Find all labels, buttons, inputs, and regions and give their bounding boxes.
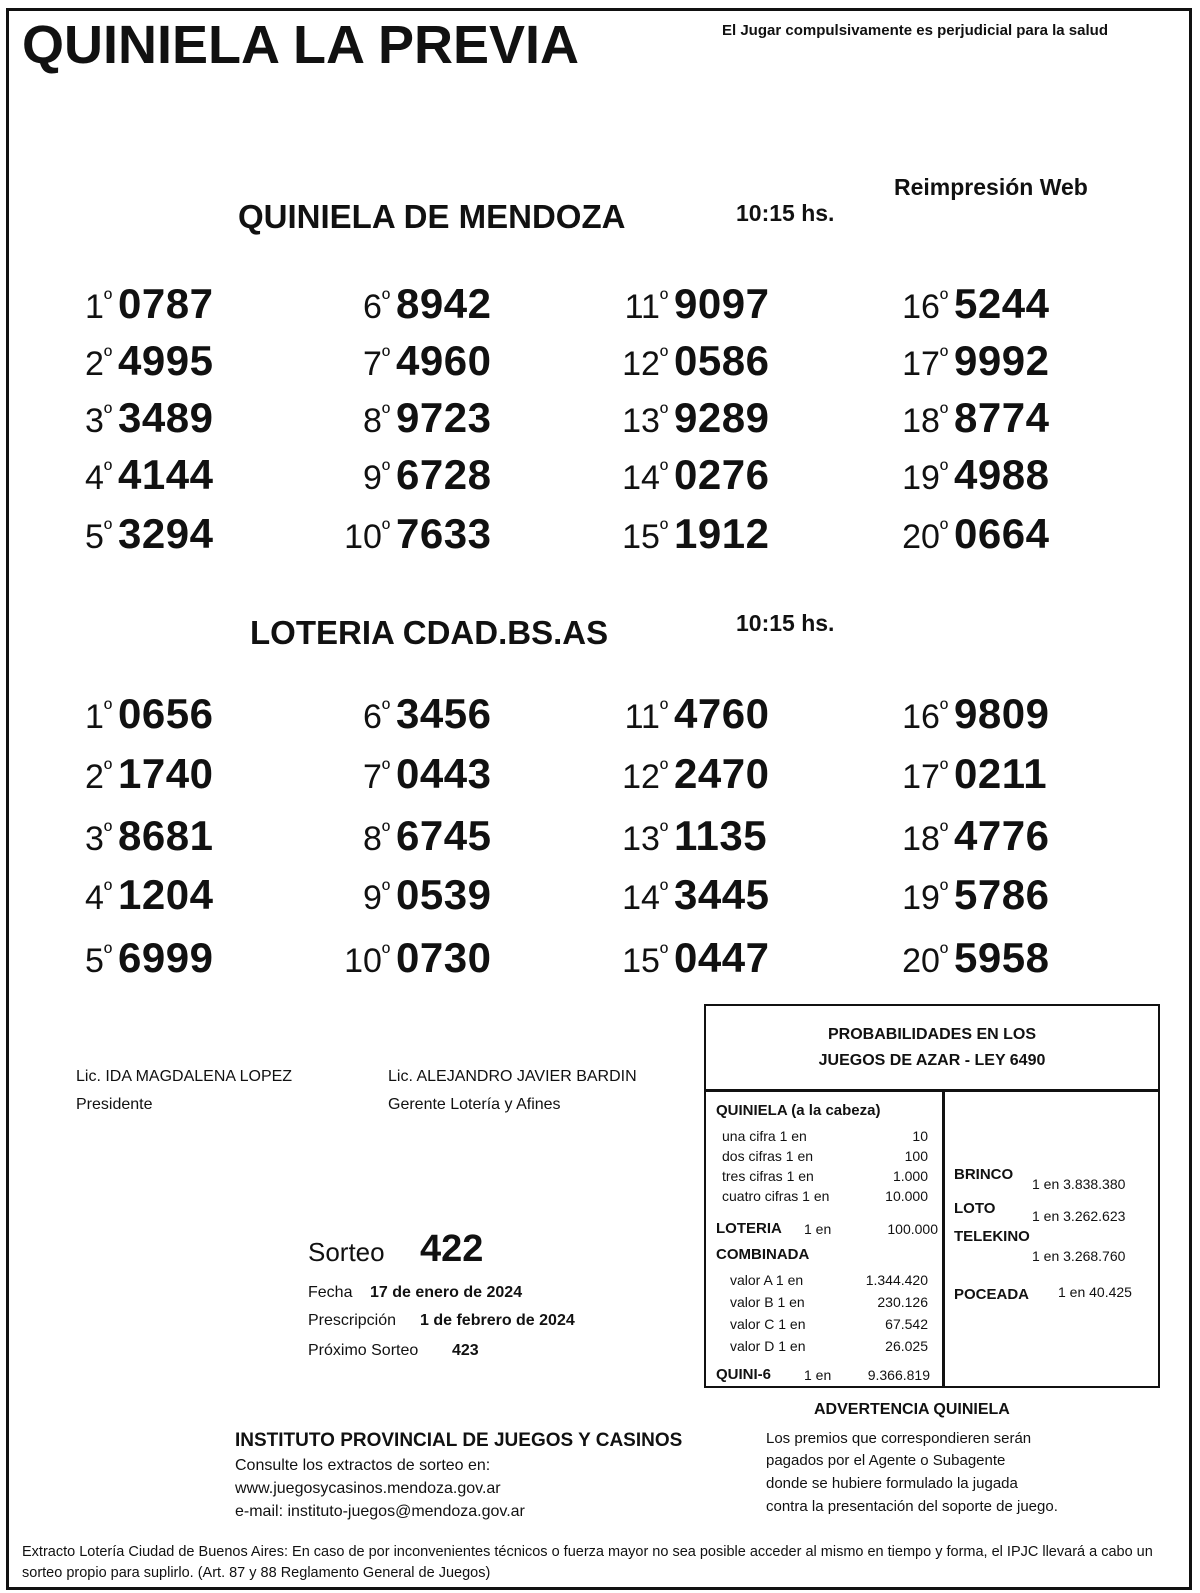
mendoza-result-1: [85, 280, 214, 330]
bsas-result-10: [344, 934, 492, 984]
bsas-result-2: [85, 750, 214, 800]
signature-president-name: Lic. IDA MAGDALENA LOPEZ: [76, 1068, 293, 1085]
probabilities-box: [704, 1004, 1160, 1388]
result-number: 0664: [954, 510, 1050, 557]
mendoza-result-20: [902, 510, 1050, 560]
result-position: $14^º$: [622, 877, 668, 917]
result-position: $11^º$: [624, 286, 668, 326]
result-position: $10^º$: [344, 940, 390, 980]
institute-email: e-mail: instituto-juegos@mendoza.gov.ar: [235, 1503, 525, 1520]
result-position: $6^º$: [363, 286, 390, 326]
loteria-prob-en: 1 en: [804, 1221, 832, 1237]
probabilities-title-line1: PROBABILIDADES EN LOS: [827, 1026, 1036, 1043]
result-position: $15^º$: [622, 940, 668, 980]
next-draw-label: Próximo Sorteo: [308, 1342, 419, 1359]
result-position: $2^º$: [85, 756, 112, 796]
result-number: 0211: [954, 750, 1048, 797]
mendoza-result-14: [622, 451, 770, 501]
mendoza-result-6: [363, 280, 492, 330]
probabilities-header: [706, 1006, 1158, 1092]
mendoza-result-7: [363, 337, 492, 387]
bsas-time: 10:15 hs.: [736, 610, 835, 636]
result-position: $20^º$: [902, 516, 948, 556]
result-position: $13^º$: [622, 818, 668, 858]
result-position: $4^º$: [85, 457, 112, 497]
result-number: 1740: [118, 750, 214, 797]
advertencia-line3: donde se hubiere formulado la jugada: [766, 1475, 1018, 1492]
loteria-prob-label: LOTERIA: [716, 1220, 782, 1237]
bsas-result-12: [622, 750, 770, 800]
result-position: $8^º$: [363, 818, 390, 858]
next-draw-number: 423: [452, 1342, 479, 1359]
quiniela-prob-title: QUINIELA (a la cabeza): [716, 1102, 881, 1119]
mendoza-result-12: [622, 337, 770, 387]
combinada-prob-value: 1.344.420: [865, 1272, 928, 1288]
quiniela-prob-label: cuatro cifras 1 en: [722, 1188, 830, 1204]
result-number: 1912: [674, 510, 770, 557]
telekino-prob-label: TELEKINO: [954, 1228, 1030, 1245]
result-position: $12^º$: [622, 343, 668, 383]
result-number: 9723: [396, 394, 492, 441]
combinada-prob-label: valor D 1 en: [730, 1338, 806, 1354]
result-position: $7^º$: [363, 343, 390, 383]
result-position: $8^º$: [363, 400, 390, 440]
result-number: 0656: [118, 690, 214, 737]
result-position: $18^º$: [902, 818, 948, 858]
advertencia-line4: contra la presentación del soporte de juego.: [766, 1498, 1058, 1515]
result-position: $19^º$: [902, 457, 948, 497]
bsas-result-11: [624, 690, 770, 740]
combinada-prob-label: valor A 1 en: [730, 1272, 804, 1288]
draw-date-label: Fecha: [308, 1284, 353, 1301]
mendoza-result-11: [624, 280, 770, 330]
result-number: 0447: [674, 934, 770, 981]
result-number: 4144: [118, 451, 214, 498]
result-number: 8681: [118, 812, 214, 859]
bsas-result-3: [85, 812, 214, 862]
result-number: 0443: [396, 750, 492, 797]
draw-number: 422: [420, 1228, 484, 1270]
result-number: 4995: [118, 337, 214, 384]
mendoza-result-5: [85, 510, 214, 560]
result-position: $3^º$: [85, 400, 112, 440]
result-position: $16^º$: [902, 696, 948, 736]
draw-date: 17 de enero de 2024: [370, 1284, 523, 1301]
result-number: 3294: [118, 510, 214, 557]
result-number: 9097: [674, 280, 770, 327]
combinada-prob-label: valor C 1 en: [730, 1316, 806, 1332]
result-number: 4988: [954, 451, 1050, 498]
poceada-prob-value: 1 en 40.425: [1058, 1284, 1132, 1300]
bsas-result-4: [85, 871, 214, 921]
mendoza-result-15: [622, 510, 770, 560]
result-number: 3456: [396, 690, 492, 737]
loteria-prob-value: 100.000: [887, 1221, 938, 1237]
telekino-prob-value: 1 en 3.268.760: [1032, 1248, 1126, 1264]
result-position: $16^º$: [902, 286, 948, 326]
loto-prob-label: LOTO: [954, 1200, 996, 1217]
poceada-prob-label: POCEADA: [954, 1286, 1030, 1303]
result-number: 4960: [396, 337, 492, 384]
result-number: 0539: [396, 871, 492, 918]
result-position: $15^º$: [622, 516, 668, 556]
quiniela-prob-label: dos cifras 1 en: [722, 1148, 814, 1164]
mendoza-result-19: [902, 451, 1050, 501]
loto-prob-value: 1 en 3.262.623: [1032, 1208, 1126, 1224]
bsas-result-15: [622, 934, 770, 984]
result-number: 5244: [954, 280, 1050, 327]
result-position: $12^º$: [622, 756, 668, 796]
result-position: $5^º$: [85, 940, 112, 980]
result-number: 1135: [674, 812, 768, 859]
quini6-prob-en: 1 en: [804, 1367, 832, 1383]
institute-website: www.juegosycasinos.mendoza.gov.ar: [235, 1480, 501, 1497]
result-position: $7^º$: [363, 756, 390, 796]
quini6-prob-label: QUINI-6: [716, 1366, 772, 1383]
result-number: 8774: [954, 394, 1050, 441]
result-position: $19^º$: [902, 877, 948, 917]
quiniela-prob-value: 10: [912, 1128, 928, 1144]
result-number: 2470: [674, 750, 770, 797]
result-position: $6^º$: [363, 696, 390, 736]
mendoza-result-10: [344, 510, 492, 560]
footer-note: Extracto Lotería Ciudad de Buenos Aires: En caso de por inconvenientes técnicos o fuerza mayor no sea posible acceder al mismo en tiempo y forma, el IPJC llevará a cabo un sorteo propio para suplirlo. (Art. 87 y 88 Reglamento General de Juegos): [22, 1544, 1153, 1581]
result-position: $13^º$: [622, 400, 668, 440]
result-number: 6745: [396, 812, 492, 859]
bsas-result-6: [363, 690, 492, 740]
result-position: $20^º$: [902, 940, 948, 980]
mendoza-title: QUINIELA DE MENDOZA: [238, 198, 626, 235]
result-number: 5786: [954, 871, 1050, 918]
mendoza-result-17: [902, 337, 1050, 387]
health-warning: El Jugar compulsivamente es perjudicial para la salud: [722, 22, 1108, 39]
result-position: $11^º$: [624, 696, 668, 736]
mendoza-time: 10:15 hs.: [736, 200, 835, 226]
result-number: 5958: [954, 934, 1050, 981]
result-number: 3489: [118, 394, 214, 441]
result-number: 0276: [674, 451, 770, 498]
bsas-title: LOTERIA CDAD.BS.AS: [250, 614, 609, 651]
mendoza-result-16: [902, 280, 1050, 330]
bsas-result-9: [363, 871, 492, 921]
bsas-result-20: [902, 934, 1050, 984]
mendoza-result-18: [902, 394, 1050, 444]
bsas-result-17: [902, 750, 1048, 800]
result-number: 0787: [118, 280, 214, 327]
bsas-result-13: [622, 812, 768, 862]
advertencia-line2: pagados por el Agente o Subagente: [766, 1452, 1006, 1469]
mendoza-result-9: [363, 451, 492, 501]
probabilities-divider: [942, 1092, 945, 1388]
result-number: 9809: [954, 690, 1050, 737]
quiniela-prob-label: tres cifras 1 en: [722, 1168, 814, 1184]
mendoza-result-2: [85, 337, 214, 387]
result-number: 8942: [396, 280, 492, 327]
draw-prescription-label: Prescripción: [308, 1312, 397, 1329]
result-number: 9992: [954, 337, 1050, 384]
bsas-result-18: [902, 812, 1050, 862]
draw-prescription: 1 de febrero de 2024: [420, 1312, 575, 1329]
signature-manager-name: Lic. ALEJANDRO JAVIER BARDIN: [388, 1068, 637, 1085]
quiniela-prob-value: 100: [904, 1148, 928, 1164]
quini6-prob-value: 9.366.819: [867, 1367, 930, 1383]
result-position: $17^º$: [902, 756, 948, 796]
result-position: $9^º$: [363, 457, 390, 497]
result-position: $2^º$: [85, 343, 112, 383]
result-number: 4776: [954, 812, 1050, 859]
result-number: 4760: [674, 690, 770, 737]
institute-line1: Consulte los extractos de sorteo en:: [235, 1457, 491, 1474]
result-position: $4^º$: [85, 877, 112, 917]
result-position: $5^º$: [85, 516, 112, 556]
brinco-prob-value: 1 en 3.838.380: [1032, 1176, 1126, 1192]
result-position: $18^º$: [902, 400, 948, 440]
result-position: $10^º$: [344, 516, 390, 556]
result-number: 0586: [674, 337, 770, 384]
combinada-prob-value: 26.025: [885, 1338, 928, 1354]
mendoza-result-13: [622, 394, 770, 444]
result-number: 6728: [396, 451, 492, 498]
quiniela-prob-label: una cifra 1 en: [722, 1128, 807, 1144]
result-number: 0730: [396, 934, 492, 981]
reprint-label: Reimpresión Web: [894, 174, 1088, 200]
result-number: 9289: [674, 394, 770, 441]
result-number: 7633: [396, 510, 492, 557]
quiniela-prob-value: 1.000: [892, 1168, 928, 1184]
advertencia-title: ADVERTENCIA QUINIELA: [814, 1401, 1010, 1418]
result-position: $17^º$: [902, 343, 948, 383]
result-position: $3^º$: [85, 818, 112, 858]
page-title: QUINIELA LA PREVIA: [22, 15, 580, 75]
mendoza-result-3: [85, 394, 214, 444]
mendoza-result-8: [363, 394, 492, 444]
bsas-result-8: [363, 812, 492, 862]
quiniela-prob-value: 10.000: [885, 1188, 928, 1204]
bsas-result-19: [902, 871, 1050, 921]
result-position: $1^º$: [85, 696, 112, 736]
result-position: $14^º$: [622, 457, 668, 497]
bsas-result-5: [85, 934, 214, 984]
draw-label: Sorteo: [308, 1237, 385, 1267]
brinco-prob-label: BRINCO: [954, 1166, 1014, 1183]
bsas-result-7: [363, 750, 492, 800]
advertencia-line1: Los premios que correspondieren serán: [766, 1430, 1032, 1447]
bsas-result-1: [85, 690, 214, 740]
combinada-prob-value: 230.126: [877, 1294, 928, 1310]
signature-manager-role: Gerente Lotería y Afines: [388, 1096, 561, 1113]
probabilities-title-line2: JUEGOS DE AZAR - LEY 6490: [818, 1052, 1046, 1069]
result-position: $1^º$: [85, 286, 112, 326]
result-number: 3445: [674, 871, 770, 918]
combinada-prob-label: valor B 1 en: [730, 1294, 805, 1310]
result-position: $9^º$: [363, 877, 390, 917]
mendoza-result-4: [85, 451, 214, 501]
bsas-result-16: [902, 690, 1050, 740]
bsas-result-14: [622, 871, 770, 921]
result-number: 1204: [118, 871, 214, 918]
institute-name: INSTITUTO PROVINCIAL DE JUEGOS Y CASINOS: [235, 1430, 683, 1451]
signature-president-role: Presidente: [76, 1096, 153, 1113]
combinada-prob-title: COMBINADA: [716, 1246, 810, 1263]
result-number: 6999: [118, 934, 214, 981]
combinada-prob-value: 67.542: [885, 1316, 928, 1332]
